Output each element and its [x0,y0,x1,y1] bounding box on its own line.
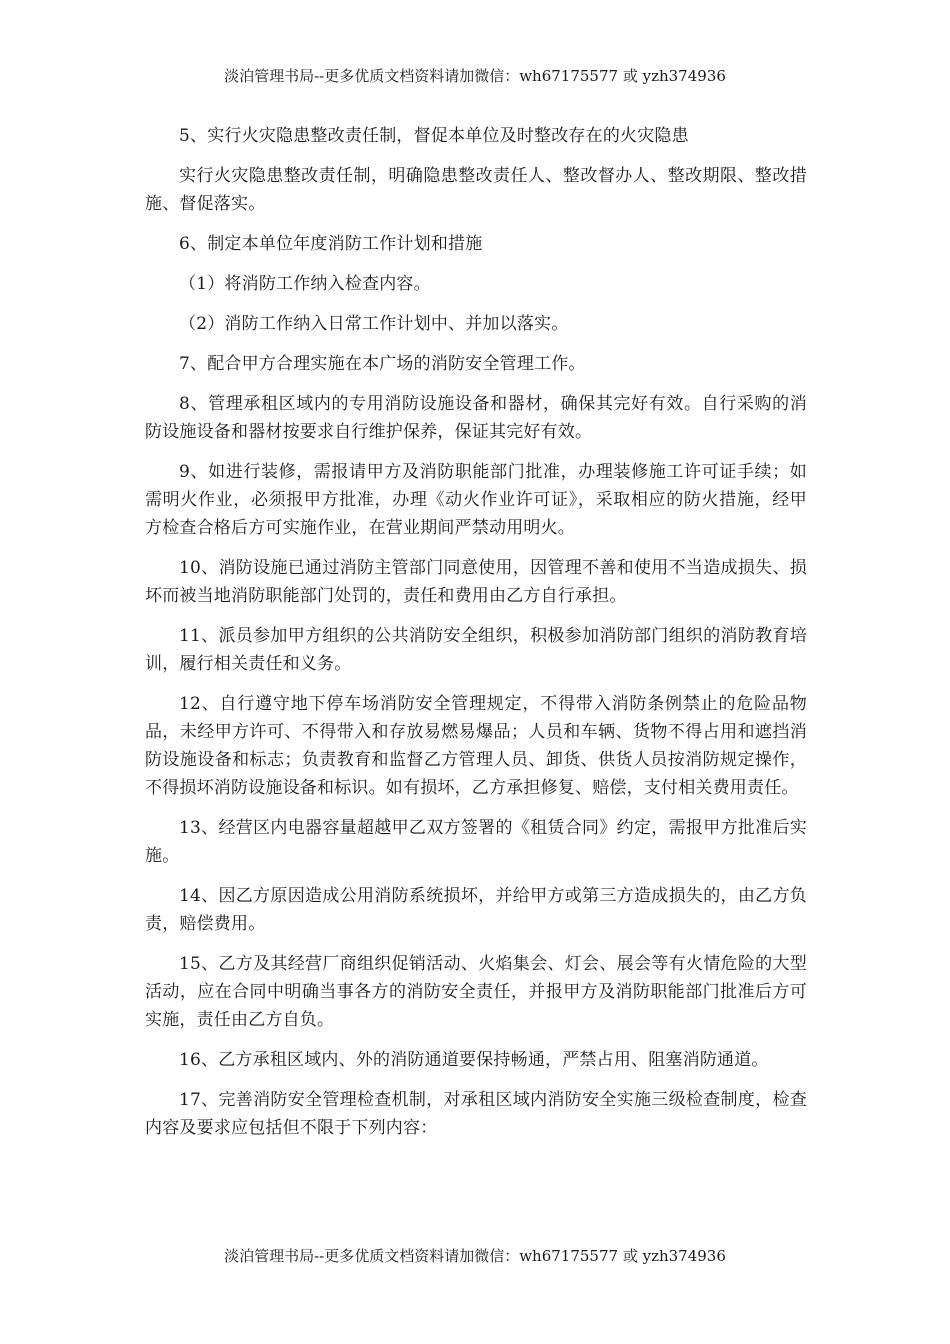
paragraph-11: 11、派员参加甲方组织的公共消防安全组织，积极参加消防部门组织的消防教育培训，履行相关责任和义务。 [145,626,807,674]
paragraph-12: 12、自行遵守地下停车场消防安全管理规定，不得带入消防条例禁止的危险品物品，未经甲方许可、不得带入和存放易燃易爆品；人员和车辆、货物不得占用和遮挡消防设施设备和标志；负责教育和监督乙方管理人员、卸货、供货人员按消防规定操作，不得损坏消防设施设备和标识。如有损坏，乙方承担修复、赔偿，支付相关费用责任。 [145,694,807,798]
paragraph-15: 15、乙方及其经营厂商组织促销活动、火焰集会、灯会、展会等有火情危险的大型活动，应在合同中明确当事各方的消防安全责任，并报甲方及消防职能部门批准后方可实施，责任由乙方自负。 [145,954,807,1030]
paragraph-17: 17、完善消防安全管理检查机制，对承租区域内消防安全实施三级检查制度，检查内容及要求应包括但不限于下列内容： [145,1090,807,1138]
document-body [145,122,807,1154]
paragraph-6: 6、制定本单位年度消防工作计划和措施 [179,234,483,254]
page-footer: 淡泊管理书局--更多优质文档资料请加微信：wh67175577 或 yzh374936 [224,1247,726,1265]
paragraph-6-item-1: （1）将消防工作纳入检查内容。 [179,274,431,294]
paragraph-7: 7、配合甲方合理实施在本广场的消防安全管理工作。 [179,354,586,374]
paragraph-9: 9、如进行装修，需报请甲方及消防职能部门批准，办理装修施工许可证手续；如需明火作业，必须报甲方批准，办理《动火作业许可证》，采取相应的防火措施，经甲方检查合格后方可实施作业，在营业期间严禁动用明火。 [145,462,807,538]
paragraph-5-detail: 实行火灾隐患整改责任制，明确隐患整改责任人、整改督办人、整改期限、整改措施、督促落实。 [145,166,807,214]
paragraph-16: 16、乙方承租区域内、外的消防通道要保持畅通，严禁占用、阻塞消防通道。 [179,1050,769,1070]
paragraph-8: 8、管理承租区域内的专用消防设施设备和器材，确保其完好有效。自行采购的消防设施设备和器材按要求自行维护保养，保证其完好有效。 [145,394,807,442]
paragraph-10: 10、消防设施已通过消防主管部门同意使用，因管理不善和使用不当造成损失、损坏而被当地消防职能部门处罚的，责任和费用由乙方自行承担。 [145,558,807,606]
paragraph-13: 13、经营区内电器容量超越甲乙双方签署的《租赁合同》约定，需报甲方批准后实施。 [145,818,807,866]
paragraph-5: 5、实行火灾隐患整改责任制，督促本单位及时整改存在的火灾隐患 [179,126,689,146]
paragraph-6-item-2: （2）消防工作纳入日常工作计划中、并加以落实。 [179,314,569,334]
page-header: 淡泊管理书局--更多优质文档资料请加微信：wh67175577 或 yzh374936 [224,67,726,85]
paragraph-14: 14、因乙方原因造成公用消防系统损坏，并给甲方或第三方造成损失的，由乙方负责，赔偿费用。 [145,886,807,934]
